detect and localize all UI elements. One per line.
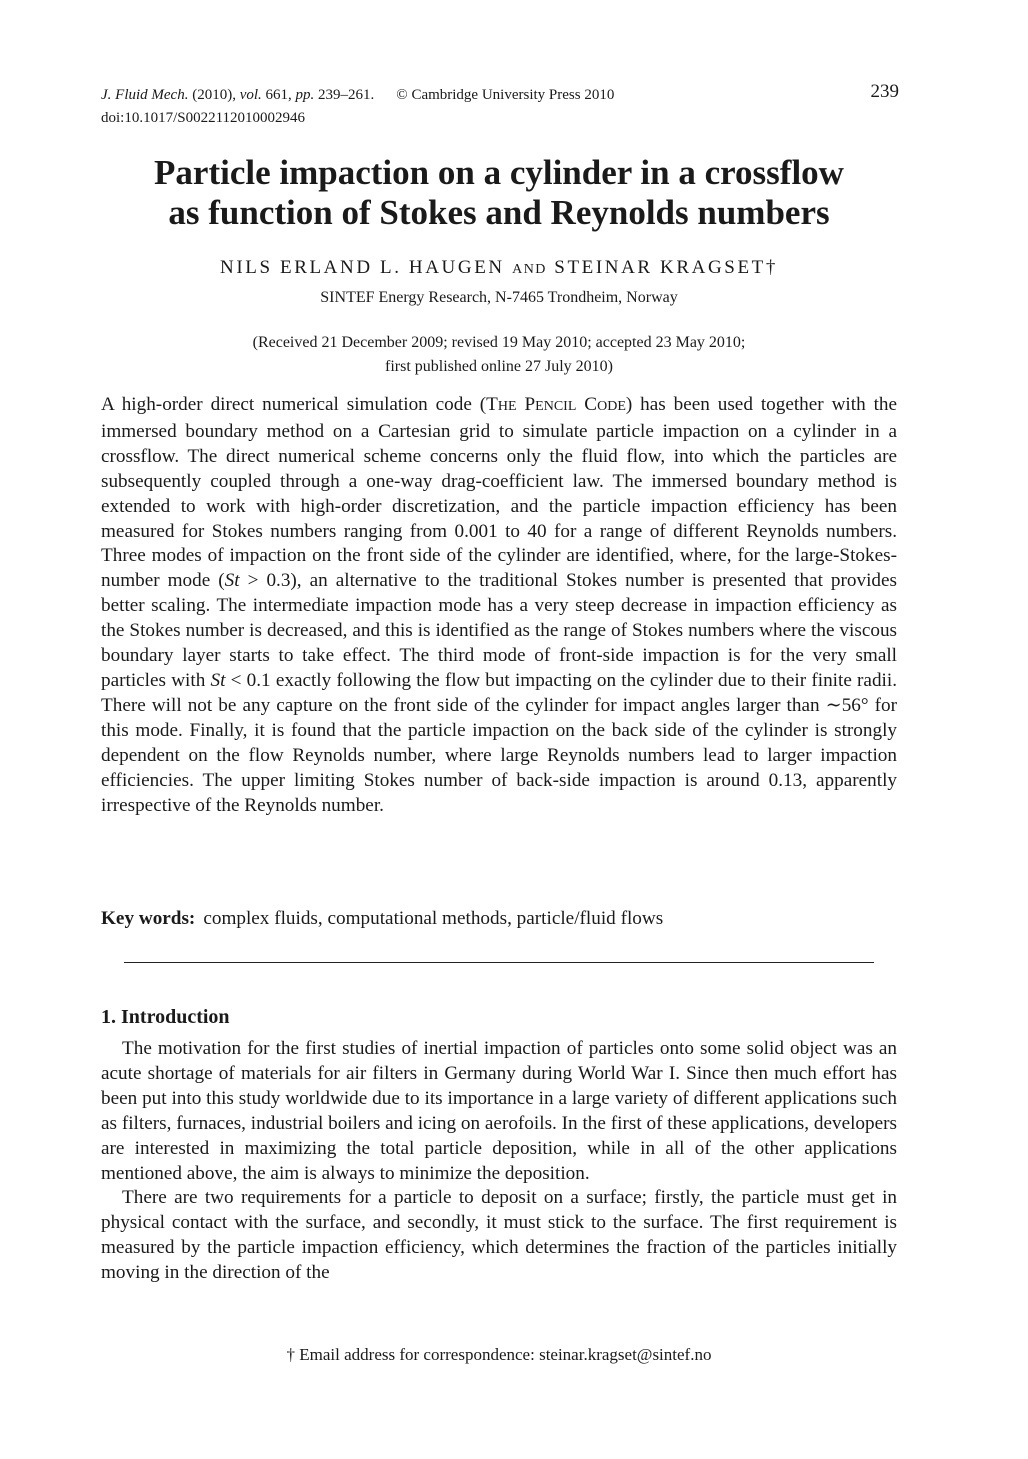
journal-year: (2010),: [192, 87, 236, 103]
page-number: 239: [870, 81, 899, 102]
code-name: P: [524, 394, 536, 415]
abstract: [101, 393, 897, 818]
keywords: [101, 908, 897, 930]
running-header: [101, 81, 899, 130]
pages-label: pp.: [295, 87, 315, 103]
volume-number: 661,: [265, 87, 292, 103]
code-name: ODE: [597, 399, 626, 414]
author-name: NILS ERLAND L. HAUGEN: [220, 257, 505, 278]
citation-line: [101, 84, 899, 107]
code-name: ENCIL: [535, 399, 577, 414]
abstract-text: ) has been used together with the immersed boundary method on a Cartesian grid to simulate particle impaction on a cylinder in a crossflow. The direct numerical scheme concerns only the fluid flow, into which the particles are subsequently coupled through a one-way drag-coefficient law. The immersed boundary method is extended to work with high-order discretization, and the particle impaction efficiency has been measured for Stokes numbers ranging from 0.001 to 40 for a range of different Reynolds numbers. Three modes of impaction on the front side of the cylinder are identified, where, for the large-Stokes-number mode (: [101, 394, 898, 592]
page-range: 239–261.: [318, 87, 375, 103]
stokes-symbol: St: [210, 669, 226, 691]
introduction-body: [101, 1037, 897, 1286]
section-divider: [124, 962, 874, 963]
code-name: HE: [497, 399, 517, 414]
paper-title: [60, 153, 938, 233]
received-dates: [60, 331, 938, 379]
volume-label: vol.: [239, 87, 262, 103]
title-line-1: Particle impaction on a cylinder in a crossflow: [154, 153, 844, 192]
copyright-notice: © Cambridge University Press 2010: [396, 87, 615, 103]
stokes-symbol: St: [224, 570, 240, 592]
section-heading: 1. Introduction: [101, 1006, 230, 1028]
author-name: STEINAR KRAGSET†: [554, 257, 778, 278]
received-line-1: (Received 21 December 2009; revised 19 May 2010; accepted 23 May 2010;: [252, 334, 746, 351]
paragraph: There are two requirements for a particle to deposit on a surface; firstly, the particle must get in physical contact with the surface, and secondly, it must stick to the surface. The first requirement is measured by the particle impaction efficiency, which determines the fraction of the particles initially moving in the direction of the: [101, 1187, 897, 1284]
keywords-label: Key words:: [101, 908, 196, 929]
author-conjunction: AND: [512, 262, 547, 277]
doi: doi:10.1017/S0022112010002946: [101, 110, 306, 126]
paragraph: The motivation for the first studies of inertial impaction of particles onto some solid object was an acute shortage of materials for air filters in Germany during World War I. Since then much effort has been put into this study worldwide due to its importance in a large variety of different applications such as filters, furnaces, industrial boilers and icing on aerofoils. In the first of these applications, developers are interested in maximizing the total particle deposition, while in all of the other applications mentioned above, the aim is always to minimize the deposition.: [101, 1038, 897, 1184]
abstract-text: A high-order direct numerical simulation code (: [101, 394, 487, 415]
author-list: [60, 257, 938, 279]
footnote: † Email address for correspondence: steinar.kragset@sintef.no: [286, 1345, 712, 1364]
received-line-2: first published online 27 July 2010): [385, 358, 613, 375]
affiliation: SINTEF Energy Research, N-7465 Trondheim, Norway: [320, 289, 678, 306]
journal-name: J. Fluid Mech.: [101, 87, 189, 103]
code-name: T: [486, 394, 498, 415]
abstract-text: < 0.1 exactly following the flow but impacting on the cylinder due to their finite radii. There will not be any capture on the front side of the cylinder for impact angles larger than ∼56° for this mode. Finally, it is found that the particle impaction on the back side of the cylinder is strongly dependent on the flow Reynolds number, where large Reynolds numbers lead to larger impaction efficiencies. The upper limiting Stokes number of back-side impaction is around 0.13, apparently irrespective of the Reynolds number.: [101, 669, 897, 816]
abstract-text: > 0.3), an alternative to the traditional Stokes number is presented that provides better scaling. The intermediate impaction mode has a very steep decrease in impaction efficiency as the Stokes number is decreased, and this is identified as the range of Stokes numbers where the viscous boundary layer starts to take effect. The third mode of front-side impaction is for the very small particles with: [101, 570, 897, 691]
keywords-text: complex fluids, computational methods, particle/fluid flows: [203, 908, 664, 929]
code-name: C: [584, 394, 598, 415]
title-line-2: as function of Stokes and Reynolds numbers: [168, 193, 830, 232]
